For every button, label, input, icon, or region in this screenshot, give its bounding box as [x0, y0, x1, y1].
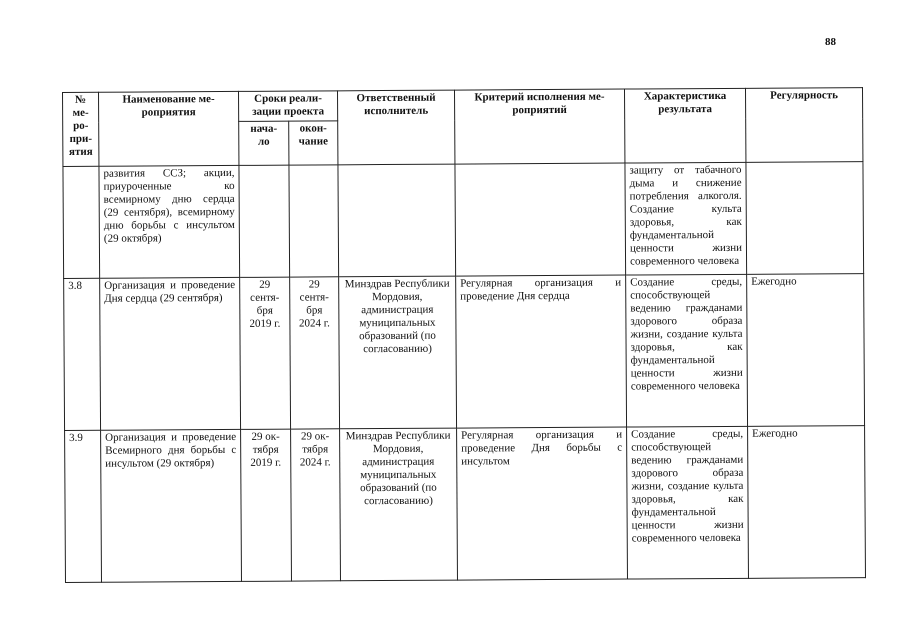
header-criterion: Критерий исполнения ме- роприятий — [454, 89, 624, 164]
header-regularity: Регулярность — [745, 88, 862, 163]
row-start: 29 ок- тября 2019 г. — [241, 429, 292, 581]
header-start: нача- ло — [239, 121, 289, 165]
row-criterion — [455, 163, 626, 276]
events-table — [62, 87, 866, 583]
row-number: 3.8 — [64, 278, 101, 430]
header-event-name: Наименование ме- роприятия — [99, 91, 239, 166]
row-responsible: Минздрав Республики Мордовия, администрация муниципальных образований (по согласованию) — [340, 428, 458, 581]
row-event-name: Организация и проведение Всемирного дня борьбы с инсультом (29 октября) — [101, 429, 242, 582]
row-responsible: Минздрав Республики Мордовия, администрация муниципальных образований (по согласованию) — [339, 276, 457, 429]
row-criterion: Регулярная организация и проведение Дня сердца — [456, 275, 627, 428]
row-characteristic: Создание среды, способствующей ведению гражданами здорового образа жизни, создание культа здоровья, как фундаментальной ценности жизни современного человека — [627, 426, 749, 579]
header-end: окон- чание — [289, 121, 338, 165]
table-header-row — [63, 88, 863, 123]
table-row — [64, 274, 865, 431]
table-row — [63, 162, 864, 279]
row-number — [63, 166, 100, 278]
row-end: 29 сентя- бря 2024 г. — [290, 277, 340, 429]
row-end: 29 ок- тября 2024 г. — [291, 429, 341, 581]
header-terms: Сроки реали- зации проекта — [238, 91, 337, 122]
row-criterion: Регулярная организация и проведение Дня борьбы с инсультом — [457, 427, 628, 580]
page-number: 88 — [825, 36, 836, 48]
row-regularity: Ежегодно — [748, 426, 866, 579]
row-start — [239, 165, 290, 277]
row-event-name: Организация и проведение Дня сердца (29 сентября) — [100, 277, 241, 430]
header-characteristic: Характеристика результата — [624, 88, 745, 163]
row-regularity — [746, 162, 864, 275]
row-start: 29 сентя- бря 2019 г. — [240, 277, 291, 429]
row-event-name: развития ССЗ; акции, приуроченные ко всемирному дню сердца (29 сентября), всемирному дню борьбы с инсультом (29 октября) — [99, 165, 240, 278]
table-row — [65, 426, 866, 583]
row-regularity: Ежегодно — [747, 274, 865, 427]
row-end — [289, 165, 339, 277]
row-characteristic: защиту от табачного дыма и снижение потребления алкоголя. Создание культа здоровья, как фундаментальной ценности жизни современного человека — [625, 162, 747, 275]
header-responsible: Ответственный исполнитель — [337, 90, 454, 165]
row-responsible — [338, 164, 456, 277]
header-number: № ме- ро- при- ятия — [63, 92, 99, 166]
row-characteristic: Создание среды, способствующей ведению гражданами здорового образа жизни, создание культа здоровья, как фундаментальной ценности жизни современного человека — [626, 274, 748, 427]
row-number: 3.9 — [65, 430, 102, 582]
